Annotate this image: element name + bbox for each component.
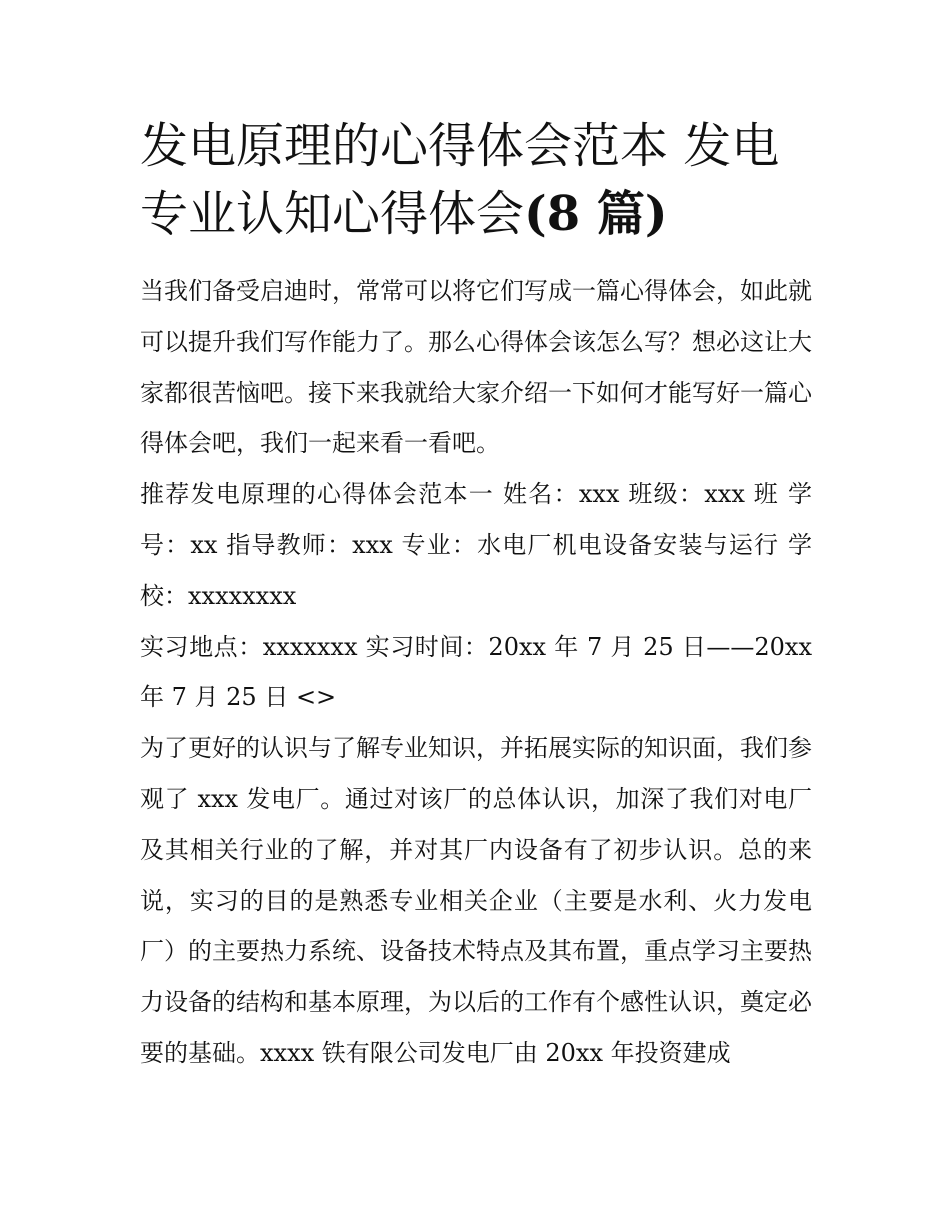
- document-body: [140, 112, 812, 1079]
- paragraph-internship-info: 实习地点：xxxxxxx 实习时间：20xx 年 7 月 25 日——20xx 年 7 月 25 日 <>: [140, 632, 812, 712]
- document-title-main: 发电原理的心得体会范本 发电专业认知心得体会: [140, 118, 780, 242]
- paragraph-intro: 当我们备受启迪时，常常可以将它们写成一篇心得体会，如此就可以提升我们写作能力了。那么心得体会该怎么写？想必这让大家都很苦恼吧。接下来我就给大家介绍一下如何才能写好一篇心得体会吧，我们一起来看一看吧。: [140, 277, 812, 458]
- document-title: [140, 112, 812, 248]
- paragraph-student-info: 推荐发电原理的心得体会范本一 姓名：xxx 班级：xxx 班 学号：xx 指导教师：xxx 专业：水电厂机电设备安装与运行 学校：xxxxxxxx: [140, 480, 812, 610]
- document-title-count: (8 篇): [524, 186, 668, 242]
- paragraph-body: 为了更好的认识与了解专业知识，并拓展实际的知识面，我们参观了 xxx 发电厂。通过对该厂的总体认识，加深了我们对电厂及其相关行业的了解，并对其厂内设备有了初步认识。总的来说，实习的目的是熟悉专业相关企业（主要是水利、火力发电厂）的主要热力系统、设备技术特点及其布置，重点学习主要热力设备的结构和基本原理，为以后的工作有个感性认识，奠定必要的基础。xxxx 铁有限公司发电厂由 20xx 年投资建成: [140, 734, 812, 1067]
